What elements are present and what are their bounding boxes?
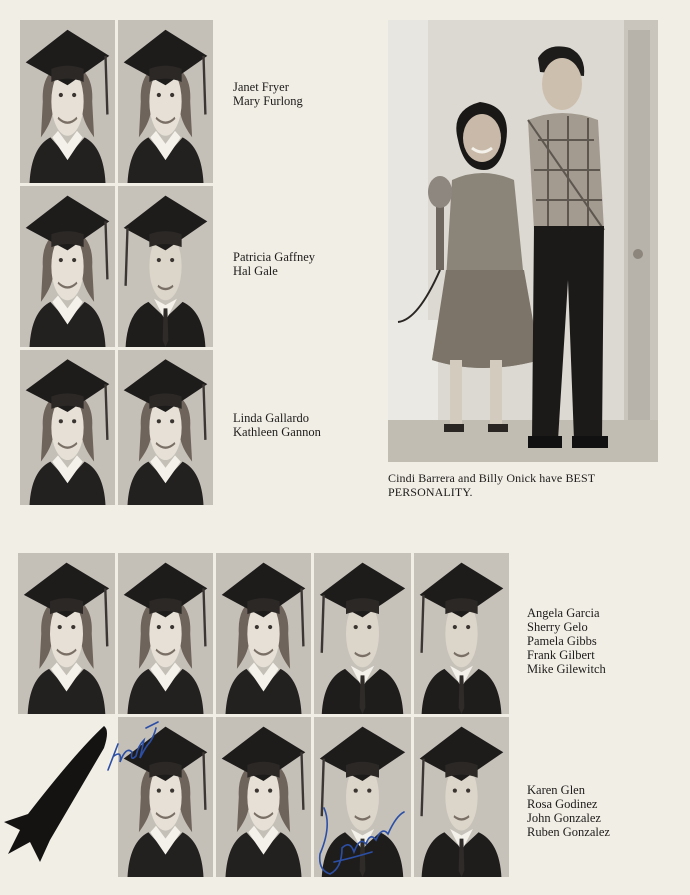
student-name: Patricia Gaffney: [233, 250, 316, 264]
handwritten-signature: [312, 796, 412, 882]
portrait-patricia-gaffney: [20, 186, 115, 347]
student-name: Mike Gilewitch: [527, 662, 606, 676]
name-list-group-4: [527, 606, 606, 676]
student-name: Karen Glen: [527, 783, 585, 797]
student-name: Janet Fryer: [233, 80, 289, 94]
student-name: Frank Gilbert: [527, 648, 595, 662]
candid-photo-best-personality: [388, 20, 658, 462]
student-name: Hal Gale: [233, 264, 278, 278]
portrait-angela-garcia: [18, 553, 115, 714]
portrait-hal-gale: [118, 186, 213, 347]
portrait-pamela-gibbs: [216, 553, 311, 714]
handwritten-signature: [100, 706, 162, 778]
rocket-icon: [0, 722, 112, 872]
student-name: John Gonzalez: [527, 811, 601, 825]
portrait-janet-fryer: [20, 20, 115, 183]
student-name: Pamela Gibbs: [527, 634, 597, 648]
student-name: Ruben Gonzalez: [527, 825, 610, 839]
student-name: Angela Garcia: [527, 606, 600, 620]
portrait-ruben-gonzalez: [414, 717, 509, 877]
student-name: Mary Furlong: [233, 94, 303, 108]
name-list-group-5: [527, 783, 610, 839]
portrait-mike-gilewitch: [414, 553, 509, 714]
student-name: Linda Gallardo: [233, 411, 310, 425]
portrait-kathleen-gannon: [118, 350, 213, 505]
student-name: Rosa Godinez: [527, 797, 598, 811]
name-list-group-1: [233, 80, 303, 108]
photo-caption: Cindi Barrera and Billy Onick have BEST PERSONALITY.: [388, 471, 595, 499]
portrait-linda-gallardo: [20, 350, 115, 505]
name-list-group-2: [233, 250, 315, 278]
student-name: Kathleen Gannon: [233, 425, 321, 439]
portrait-frank-gilbert: [314, 553, 411, 714]
portrait-sherry-gelo: [118, 553, 213, 714]
student-name: Sherry Gelo: [527, 620, 588, 634]
portrait-mary-furlong: [118, 20, 213, 183]
portrait-rosa-godinez: [216, 717, 311, 877]
name-list-group-3: [233, 411, 321, 439]
